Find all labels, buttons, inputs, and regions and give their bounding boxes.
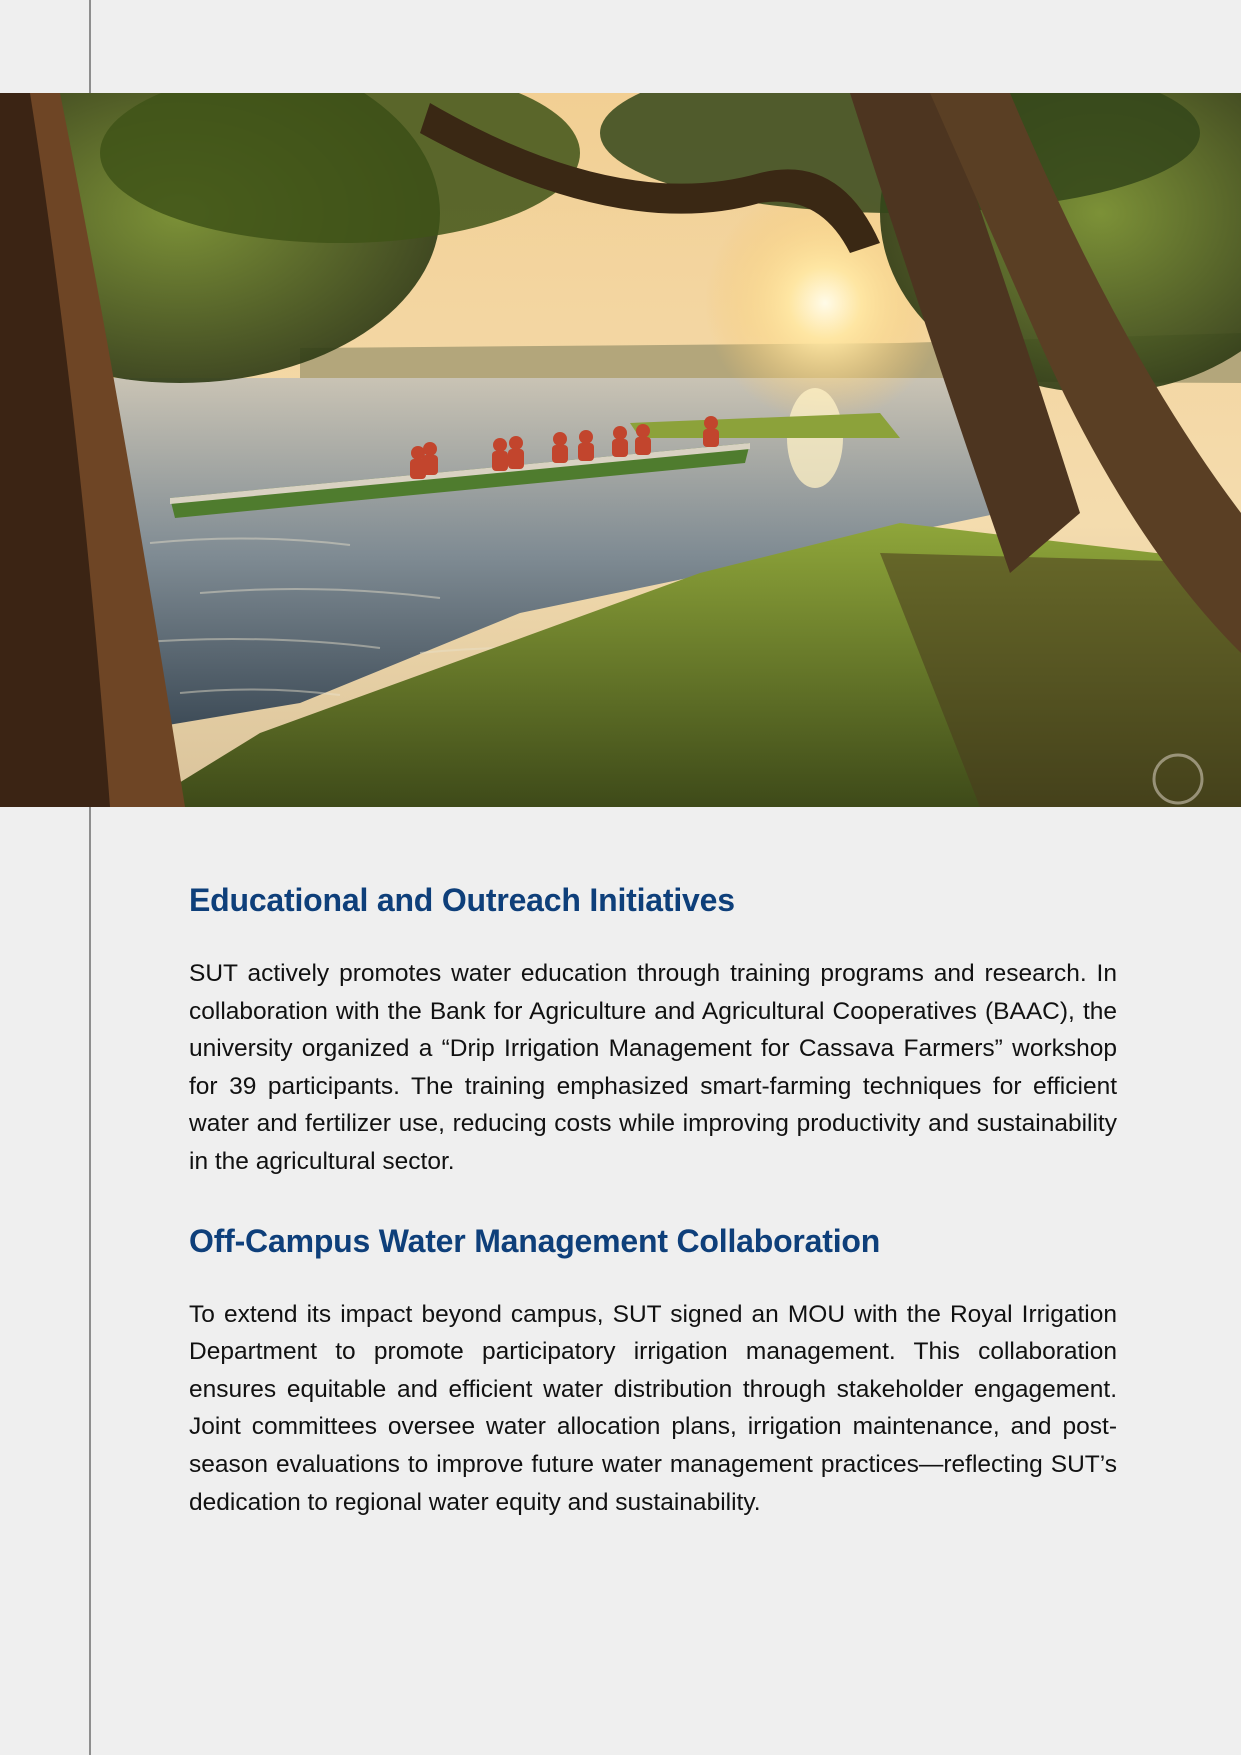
- article-content: [189, 880, 1117, 1521]
- section-heading-educational-outreach: Educational and Outreach Initiatives: [189, 882, 735, 918]
- section-heading-off-campus-collaboration: Off-Campus Water Management Collaboration: [189, 1222, 881, 1259]
- lake-sunset-illustration: [0, 93, 1241, 807]
- section-body-off-campus-collaboration: To extend its impact beyond campus, SUT signed an MOU with the Royal Irrigation Department to promote participatory irrigation management. This collaboration ensures equitable and efficient water distribution through stakeholder engagement. Joint committees oversee water allocation plans, irrigation maintenance, and post-season evaluations to improve future water management practices—reflecting SUT’s dedication to regional water equity and sustainability.: [189, 1300, 1117, 1516]
- section-body-educational-outreach: SUT actively promotes water education through training programs and research. In collaboration with the Bank for Agriculture and Agricultural Cooperatives (BAAC), the university organized a “Drip Irrigation Management for Cassava Farmers” workshop for 39 participants. The training emphasized smart-farming techniques for efficient water and fertilizer use, reducing costs while improving productivity and sustainability in the agricultural sector.: [189, 960, 1117, 1175]
- hero-photo: [0, 93, 1241, 807]
